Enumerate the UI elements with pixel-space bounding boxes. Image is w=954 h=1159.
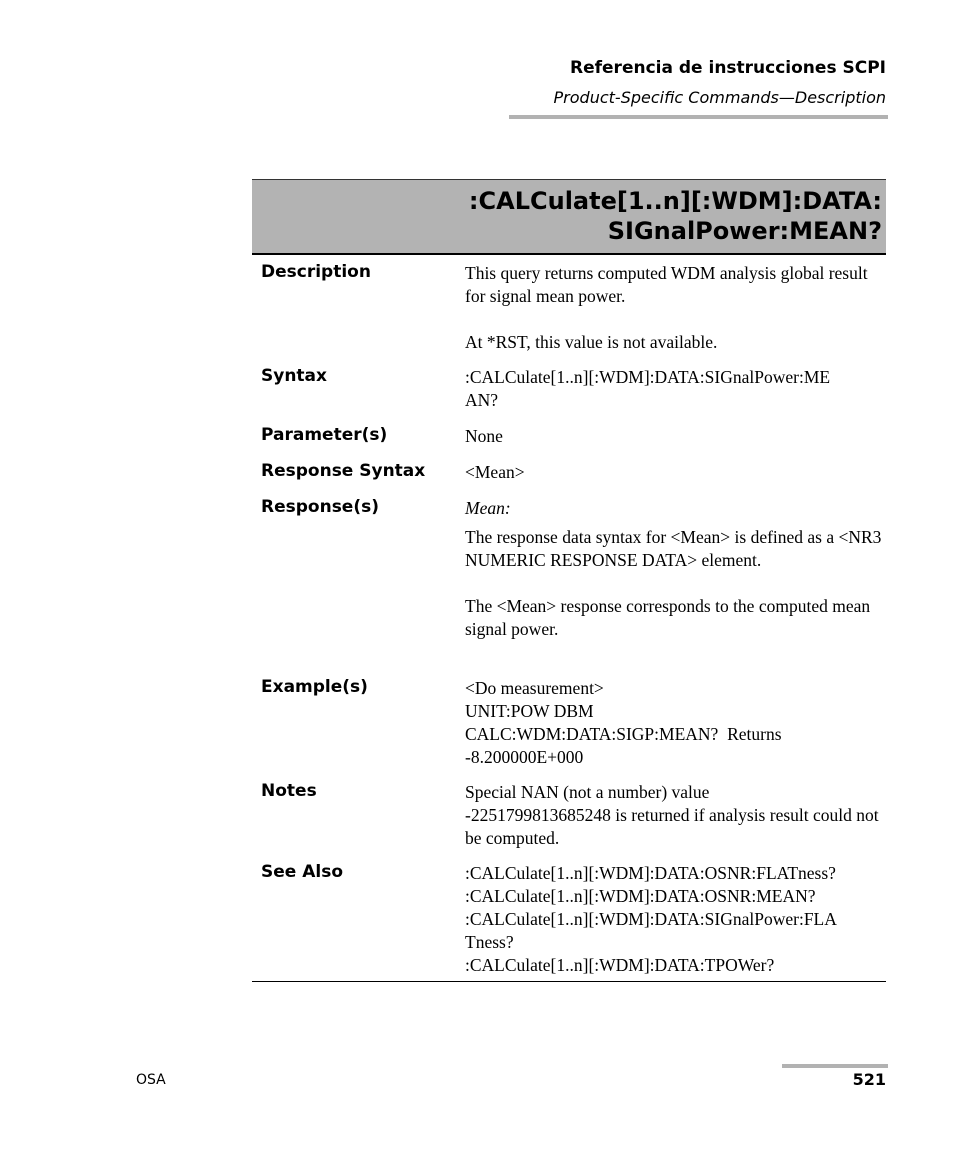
value-responses (465, 497, 885, 641)
label-notes: Notes (261, 781, 317, 801)
command-title-band (252, 179, 886, 255)
notes-line-1: Special NAN (not a number) value (465, 782, 710, 802)
value-description (465, 262, 885, 354)
value-response-syntax (465, 461, 885, 484)
description-paragraph-1: This query returns computed WDM analysis global result for signal mean power. (465, 263, 868, 306)
footer-product-name: OSA (136, 1072, 166, 1088)
examples-line-2: UNIT:POW DBM (465, 701, 594, 721)
see-also-link-3a[interactable]: :CALCulate[1..n][:WDM]:DATA:SIGnalPower:FLA (465, 909, 837, 929)
label-see-also: See Also (261, 862, 344, 882)
parameters-value: None (465, 426, 503, 446)
value-syntax (465, 366, 885, 412)
responses-paragraph-2: The <Mean> response corresponds to the computed mean signal power. (465, 596, 871, 639)
running-header-subtitle: Product-Specific Commands—Description (553, 88, 886, 107)
command-title-line-1: :CALCulate[1..n][:WDM]:DATA: (468, 187, 882, 215)
value-parameters (465, 425, 885, 448)
value-notes (465, 781, 885, 850)
description-paragraph-2: At *RST, this value is not available. (465, 332, 718, 352)
running-header-title: Referencia de instrucciones SCPI (570, 58, 886, 78)
page-number: 521 (852, 1070, 886, 1089)
footer-rule (782, 1064, 888, 1068)
syntax-line-2: AN? (465, 390, 499, 410)
syntax-line-1: :CALCulate[1..n][:WDM]:DATA:SIGnalPower:ME (465, 367, 831, 387)
see-also-link-3b[interactable]: Tness? (465, 932, 514, 952)
see-also-link-1[interactable]: :CALCulate[1..n][:WDM]:DATA:OSNR:FLATness? (465, 863, 836, 883)
command-title (469, 186, 882, 246)
see-also-link-2[interactable]: :CALCulate[1..n][:WDM]:DATA:OSNR:MEAN? (465, 886, 816, 906)
table-bottom-rule (252, 981, 886, 982)
responses-term: Mean: (465, 498, 511, 518)
examples-line-4: -8.200000E+000 (465, 747, 584, 767)
label-parameters: Parameter(s) (261, 425, 388, 445)
header-rule (509, 115, 888, 119)
responses-paragraph-1: The response data syntax for <Mean> is defined as a <NR3 NUMERIC RESPONSE DATA> element. (465, 527, 882, 570)
notes-line-2: -2251799813685248 is returned if analysis result could not be computed. (465, 805, 879, 848)
command-title-line-2: SIGnalPower:MEAN? (607, 217, 882, 245)
see-also-link-4[interactable]: :CALCulate[1..n][:WDM]:DATA:TPOWer? (465, 955, 775, 975)
label-description: Description (261, 262, 371, 282)
response-syntax-value: <Mean> (465, 462, 525, 482)
label-syntax: Syntax (261, 366, 327, 386)
examples-line-3: CALC:WDM:DATA:SIGP:MEAN? Returns (465, 724, 782, 744)
examples-line-1: <Do measurement> (465, 678, 604, 698)
value-examples (465, 677, 885, 769)
label-examples: Example(s) (261, 677, 368, 697)
value-see-also (465, 862, 885, 977)
label-responses: Response(s) (261, 497, 379, 517)
label-response-syntax: Response Syntax (261, 461, 426, 481)
